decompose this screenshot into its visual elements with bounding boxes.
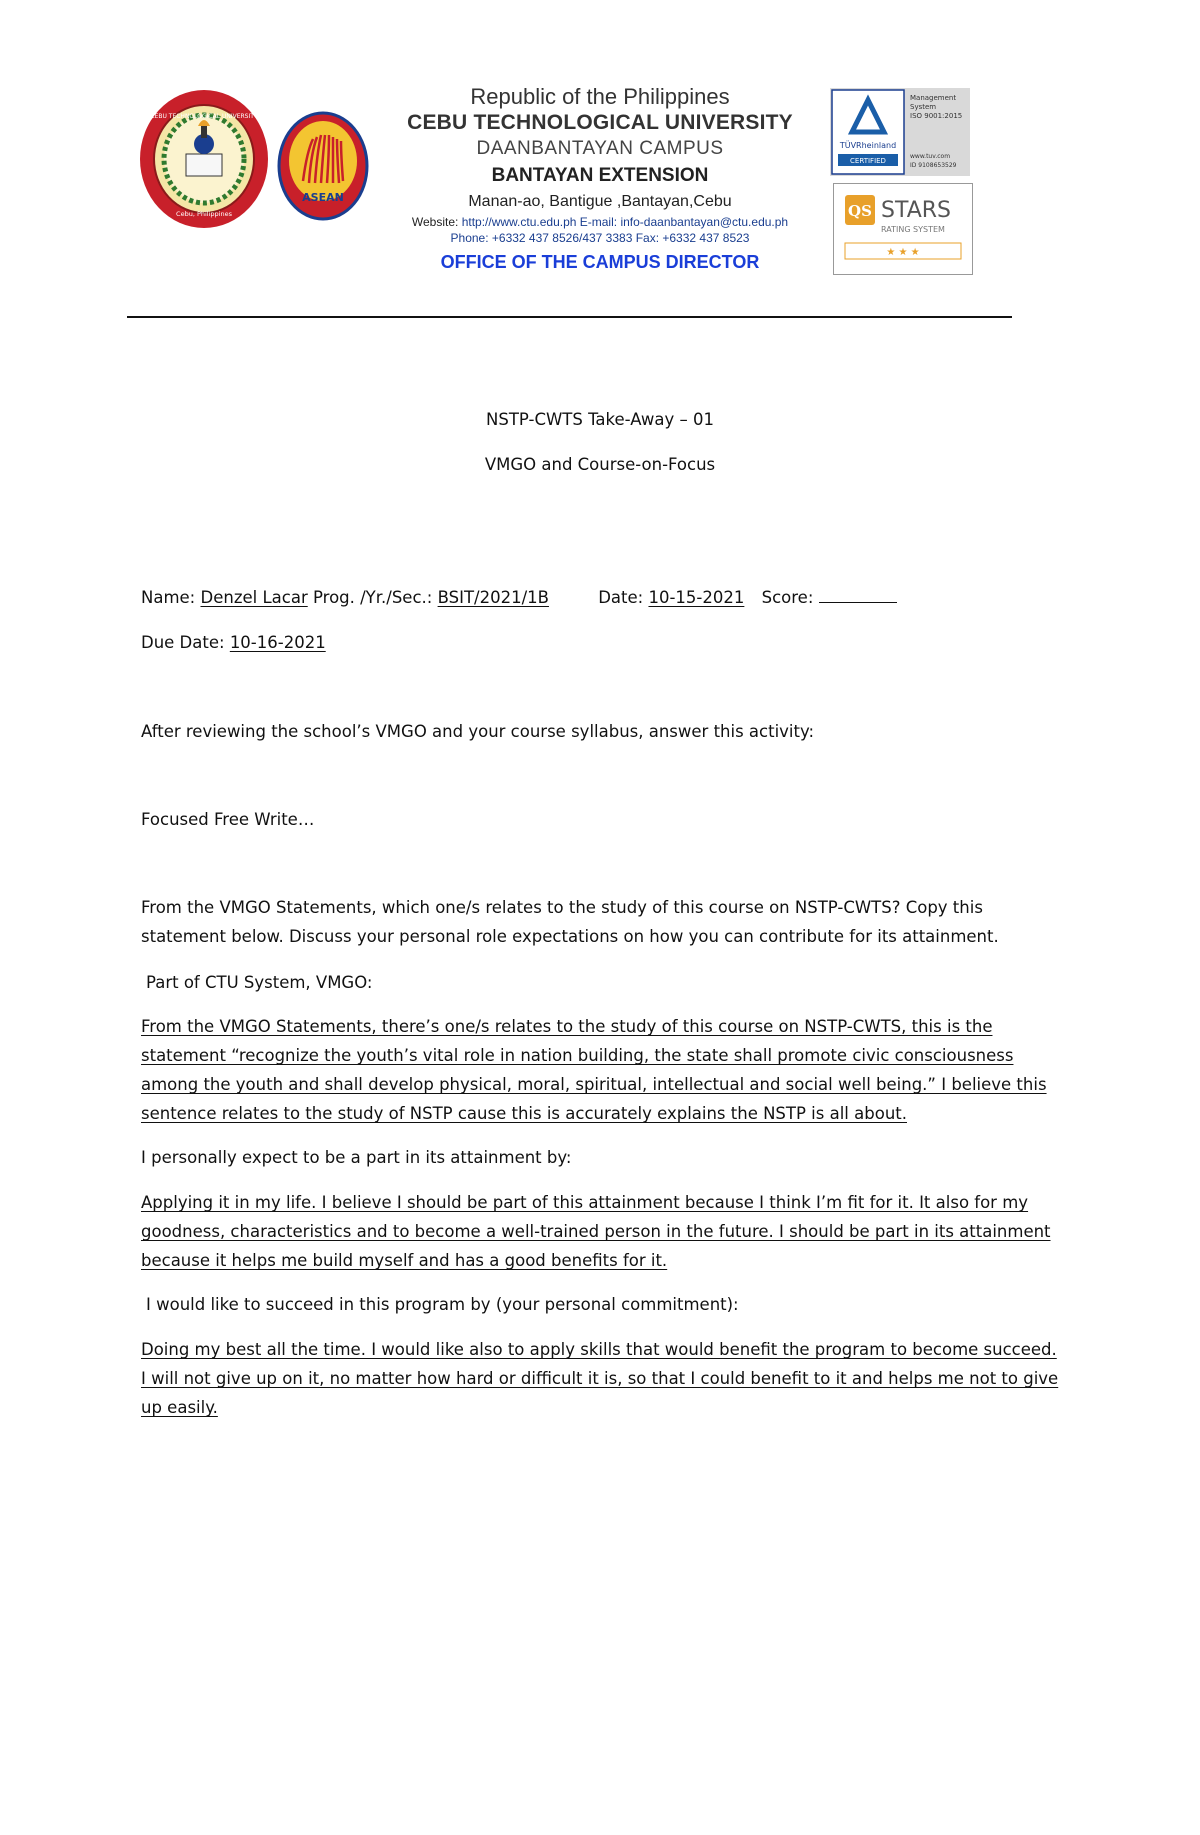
letterhead <box>380 84 820 276</box>
contact-line <box>380 214 820 230</box>
header-divider <box>127 316 1012 318</box>
phone-line: Phone: +6332 437 8526/437 3383 Fax: +6332 437 8523 <box>450 231 750 245</box>
name-label: Name: <box>141 588 196 607</box>
score-blank <box>819 586 897 603</box>
tuv-side-text-3: ISO 9001:2015 <box>910 112 963 120</box>
commitment-label: I would like to succeed in this program by (your personal commitment): <box>146 1295 739 1314</box>
name-value: Denzel Lacar <box>200 588 308 607</box>
prog-label: Prog. /Yr./Sec.: <box>312 588 433 607</box>
answer-attainment: Applying it in my life. I believe I should be part of this attainment because I think I’m fit for it. It also for my goodness, characteristics and to become a well-trained person in the future. I should be part in its attainment because it helps me build myself and has a good benefits for it. <box>141 1193 1051 1270</box>
qs-logo-text: QS <box>848 202 872 220</box>
university-name: CEBU TECHNOLOGICAL UNIVERSITY <box>407 111 793 134</box>
part-label: Part of CTU System, VMGO: <box>146 973 373 992</box>
due-date-line <box>141 628 1061 657</box>
name-line <box>141 583 1061 612</box>
ctu-seal-text: CEBU TECHNOLOGICAL UNIVERSITY <box>150 113 258 120</box>
qs-stars-badge <box>833 183 973 275</box>
tuv-side-text-1: Management <box>910 94 957 102</box>
instruction-text: After reviewing the school’s VMGO and your course syllabus, answer this activity: <box>141 722 815 741</box>
email-link[interactable]: info-daanbantayan@ctu.edu.ph <box>620 215 789 229</box>
ctu-seal-logo <box>138 88 270 230</box>
website-link[interactable]: http://www.ctu.edu.ph <box>461 215 577 229</box>
date-value: 10-15-2021 <box>648 588 745 607</box>
tuv-side-text-5: ID 9108653529 <box>910 162 957 169</box>
address-line: Manan-ao, Bantigue ,Bantayan,Cebu <box>468 193 732 210</box>
asean-seal-text: ASEAN <box>302 191 344 204</box>
tuv-certified-text: CERTIFIED <box>850 157 886 165</box>
campus-name: DAANBANTAYAN CAMPUS <box>476 138 724 159</box>
document-subtitle: VMGO and Course-on-Focus <box>484 455 716 474</box>
tuv-brand-text: TÜVRheinland <box>839 141 897 150</box>
answer-vmgo: From the VMGO Statements, there’s one/s relates to the study of this course on NSTP-CWTS, this is the statement “recognize the youth’s vital role in nation building, the state shall promote civic consciousness among the youth and shall develop physical, moral, spiritual, intellectual and social well being.” I believe this sentence relates to the study of NSTP cause this is accurately explains the NSTP is all about. <box>141 1017 1047 1123</box>
office-title: OFFICE OF THE CAMPUS DIRECTOR <box>440 252 760 272</box>
score-label: Score: <box>761 588 814 607</box>
due-date-value: 10-16-2021 <box>229 633 326 652</box>
question-text: From the VMGO Statements, which one/s relates to the study of this course on NSTP-CWTS? Copy this statement below. Discuss your personal role expectations on how you can contribute for its attainment. <box>141 898 999 946</box>
qs-star-icons: ★ ★ ★ <box>886 247 920 258</box>
tuv-side-text-4: www.tuv.com <box>910 153 951 160</box>
due-date-label: Due Date: <box>141 633 225 652</box>
date-label: Date: <box>598 588 644 607</box>
extension-name: BANTAYAN EXTENSION <box>491 165 709 186</box>
tuv-certification-badge <box>830 88 970 176</box>
prog-value: BSIT/2021/1B <box>437 588 549 607</box>
qs-rating-text: RATING SYSTEM <box>881 225 945 234</box>
website-label: Website: <box>411 215 459 229</box>
email-label: E-mail: <box>579 215 618 229</box>
tuv-side-text-2: System <box>910 103 937 111</box>
ctu-seal-bottom-text: Cebu, Philippines <box>176 210 232 218</box>
document-title: NSTP-CWTS Take-Away – 01 <box>486 410 714 429</box>
focused-free-write-label: Focused Free Write… <box>141 810 315 829</box>
qs-stars-text: STARS <box>881 198 951 223</box>
republic-line: Republic of the Philippines <box>470 84 730 109</box>
expect-label: I personally expect to be a part in its attainment by: <box>141 1148 572 1167</box>
answer-commitment: Doing my best all the time. I would like also to apply skills that would benefit the program to become succeed. I will not give up on it, no matter how hard or difficult it is, so that I could benefit to it and helps me not to give up easily. <box>141 1340 1059 1417</box>
asean-logo <box>277 111 369 221</box>
